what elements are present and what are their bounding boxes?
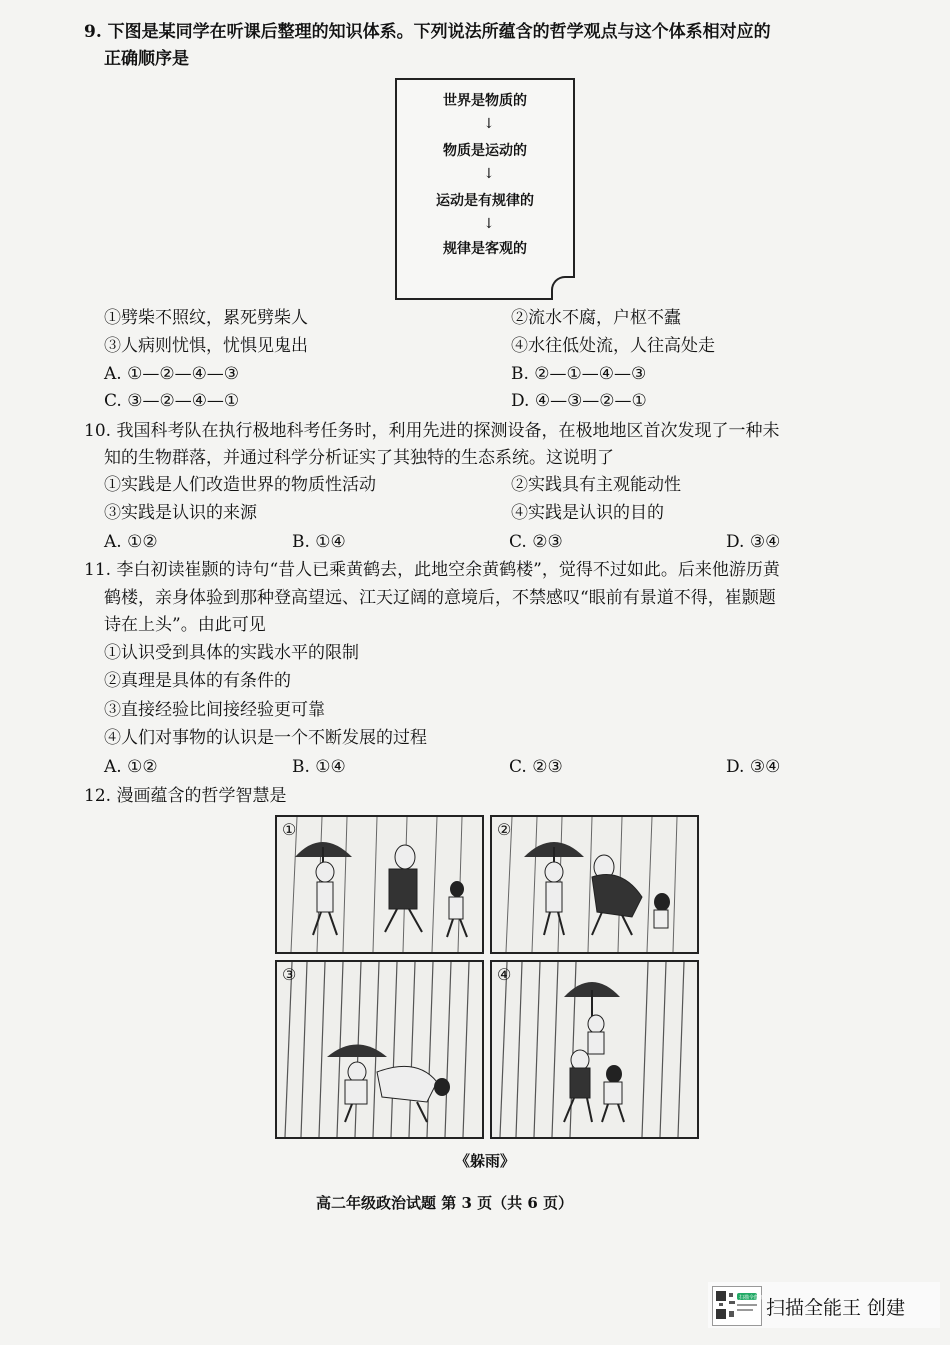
q11-option-d[interactable]: D. ③④ bbox=[726, 757, 781, 777]
q11-option-a[interactable]: A. ①② bbox=[104, 757, 158, 777]
q10-item-3: ③实践是认识的来源 bbox=[104, 503, 257, 523]
chain-item: 物质是运动的 bbox=[443, 143, 527, 159]
comic-panel-3-drawing bbox=[277, 962, 482, 1137]
knowledge-system-box bbox=[395, 78, 575, 300]
q11-stem-line2: 鹤楼，亲身体验到那种登高望远、江天辽阔的意境后，不禁感叹“眼前有景道不得，崔颢题 bbox=[104, 588, 776, 608]
q9-item-1: ①劈柴不照纹，累死劈柴人 bbox=[104, 308, 308, 328]
q11-item-2: ②真理是具体的有条件的 bbox=[104, 671, 291, 691]
comic-panel-1-drawing bbox=[277, 817, 482, 952]
comic-panel-4 bbox=[490, 960, 699, 1139]
qr-code-icon bbox=[712, 1286, 765, 1326]
down-arrow-icon: ↓ bbox=[483, 166, 495, 182]
chain-item: 世界是物质的 bbox=[443, 93, 527, 109]
q11-option-c[interactable]: C. ②③ bbox=[509, 757, 563, 777]
q11-item-4: ④人们对事物的认识是一个不断发展的过程 bbox=[104, 728, 427, 748]
comic-panel-3 bbox=[275, 960, 484, 1139]
panel-number: ④ bbox=[497, 965, 512, 984]
q9-option-b[interactable]: B. ②—①—④—③ bbox=[511, 364, 647, 384]
comic-caption: 《躲雨》 bbox=[455, 1152, 516, 1170]
q10-item-4: ④实践是认识的目的 bbox=[511, 503, 664, 523]
q10-stem-line1: 10. 我国科考队在执行极地科考任务时，利用先进的探测设备，在极地地区首次发现了一种未 bbox=[84, 421, 780, 441]
scanner-watermark-text: 扫描全能王 创建 bbox=[766, 1297, 906, 1319]
q9-option-d[interactable]: D. ④—③—②—① bbox=[511, 391, 647, 411]
panel-number: ③ bbox=[282, 965, 297, 984]
q10-item-1: ①实践是人们改造世界的物质性活动 bbox=[104, 475, 376, 495]
q10-option-a[interactable]: A. ①② bbox=[104, 532, 158, 552]
q9-option-a[interactable]: A. ①—②—④—③ bbox=[104, 364, 240, 384]
scanner-watermark bbox=[708, 1282, 940, 1328]
comic-panel-2 bbox=[490, 815, 699, 954]
q10-stem-line2: 知的生物群落，并通过科学分析证实了其独特的生态系统。这说明了 bbox=[104, 448, 614, 468]
q9-stem-line2: 正确顺序是 bbox=[104, 49, 189, 69]
comic-panel-4-drawing bbox=[492, 962, 697, 1137]
q10-option-d[interactable]: D. ③④ bbox=[726, 532, 781, 552]
q11-item-1: ①认识受到具体的实践水平的限制 bbox=[104, 643, 359, 663]
q9-stem-line1: 9. 下图是某同学在听课后整理的知识体系。下列说法所蕴含的哲学观点与这个体系相对应的 bbox=[84, 22, 771, 42]
q12-stem: 12. 漫画蕴含的哲学智慧是 bbox=[84, 786, 287, 806]
comic-panel-2-drawing bbox=[492, 817, 697, 952]
q10-option-c[interactable]: C. ②③ bbox=[509, 532, 563, 552]
q9-item-2: ②流水不腐，户枢不蠹 bbox=[511, 308, 681, 328]
page-curl-icon bbox=[551, 276, 575, 300]
panel-number: ① bbox=[282, 820, 297, 839]
scanner-logo-text: 扫描全能王 bbox=[739, 1295, 765, 1301]
q9-item-4: ④水往低处流，人往高处走 bbox=[511, 336, 715, 356]
comic-panel-1 bbox=[275, 815, 484, 954]
q10-option-b[interactable]: B. ①④ bbox=[292, 532, 346, 552]
chain-item: 规律是客观的 bbox=[443, 241, 527, 257]
down-arrow-icon: ↓ bbox=[483, 116, 495, 132]
q11-item-3: ③直接经验比间接经验更可靠 bbox=[104, 700, 325, 720]
q11-stem-line3: 诗在上头”。由此可见 bbox=[104, 615, 266, 635]
q9-item-3: ③人病则忧惧，忧惧见鬼出 bbox=[104, 336, 308, 356]
panel-number: ② bbox=[497, 820, 512, 839]
q11-option-b[interactable]: B. ①④ bbox=[292, 757, 346, 777]
q9-option-c[interactable]: C. ③—②—④—① bbox=[104, 391, 240, 411]
page-footer: 高二年级政治试题 第 3 页（共 6 页） bbox=[316, 1194, 573, 1212]
q10-item-2: ②实践具有主观能动性 bbox=[511, 475, 681, 495]
down-arrow-icon: ↓ bbox=[483, 216, 495, 232]
q11-stem-line1: 11. 李白初读崔颢的诗句“昔人已乘黄鹤去，此地空余黄鹤楼”，觉得不过如此。后来他游历黄 bbox=[84, 560, 780, 580]
chain-item: 运动是有规律的 bbox=[436, 193, 534, 209]
